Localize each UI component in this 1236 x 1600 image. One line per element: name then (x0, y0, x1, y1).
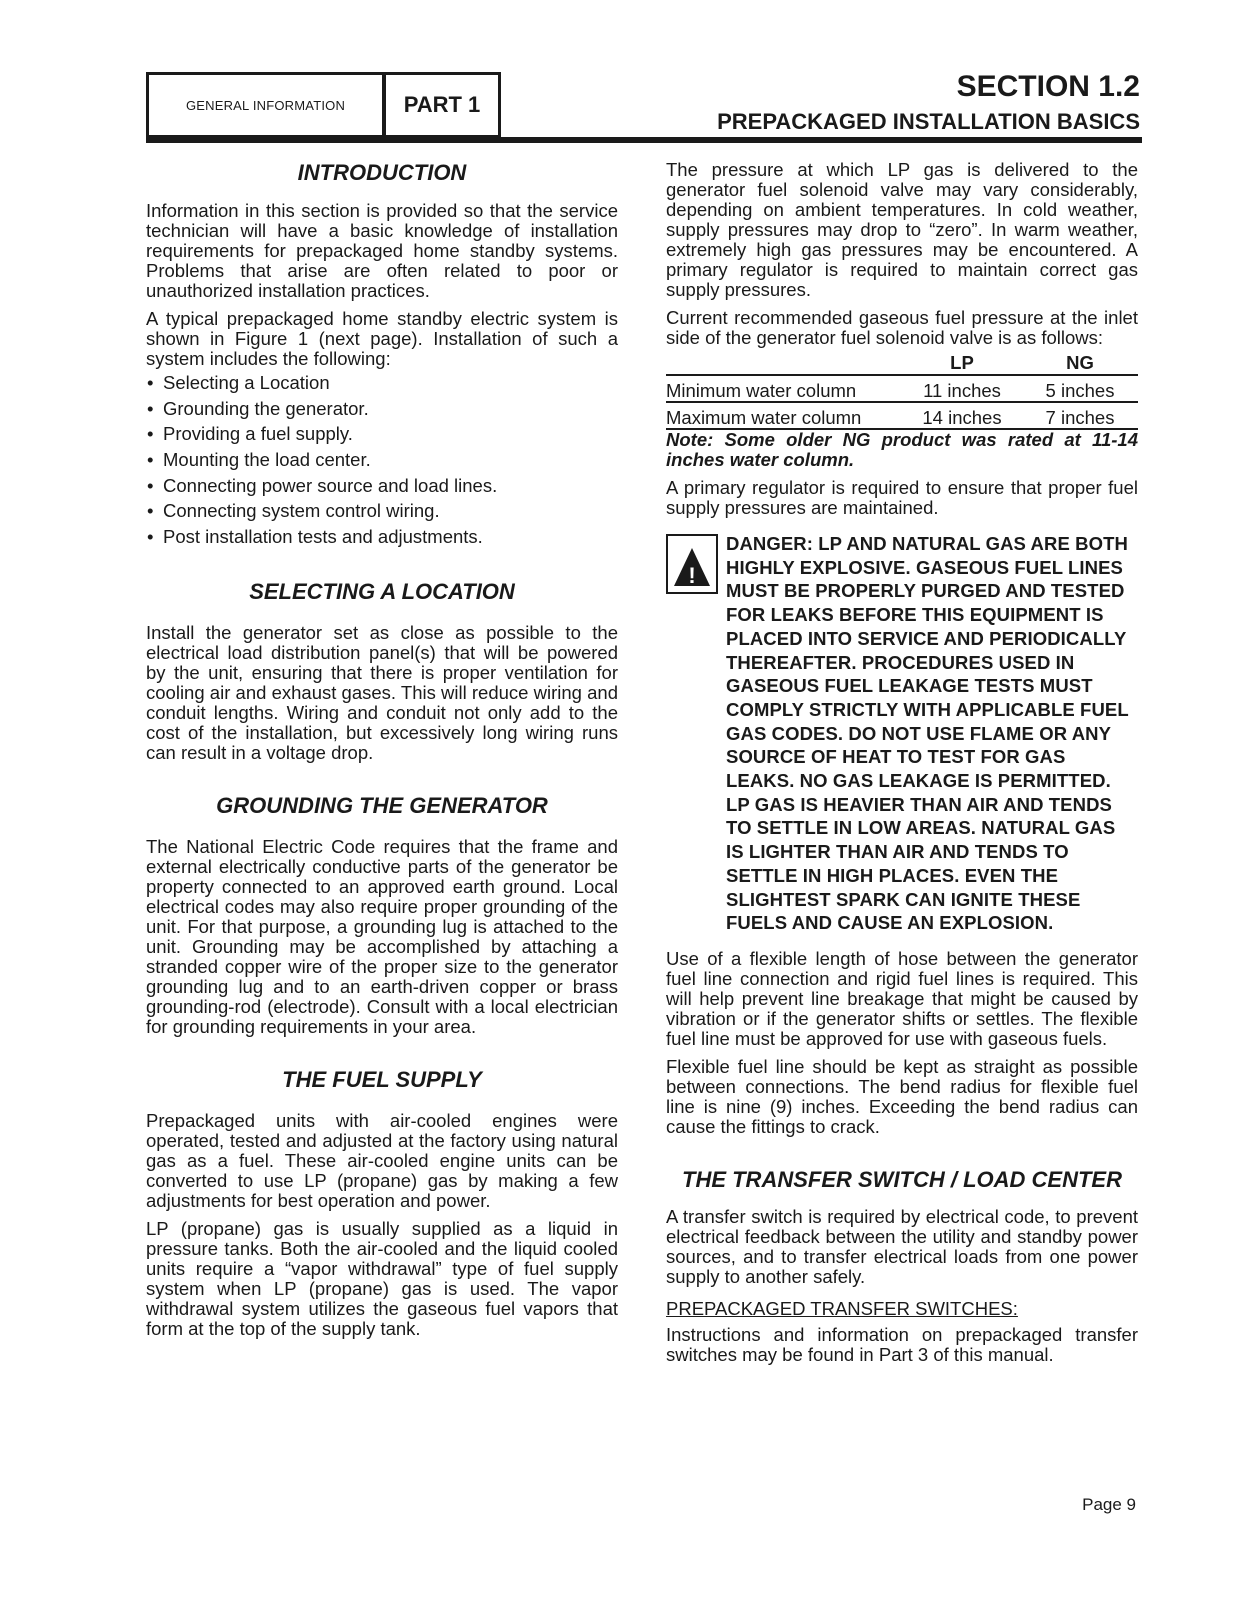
section-title: PREPACKAGED INSTALLATION BASICS (717, 109, 1140, 134)
list-item: • Selecting a Location (147, 372, 330, 393)
flexible-hose-paragraph: Use of a flexible length of hose between the generator fuel line connection and rigid fuel lines is required. This will help prevent line breakage that might be caused by vibration or if the generator shifts or settles. The flexible fuel line must be approved for use with gaseous fuels. (666, 947, 1138, 1049)
part-label: PART 1 (403, 92, 481, 117)
list-item: • Connecting system control wiring. (147, 500, 440, 522)
bullet-icon: • (147, 449, 154, 471)
table-header-cell: LP (902, 352, 1022, 375)
danger-text: DANGER: LP AND NATURAL GAS ARE BOTH HIGHLY EXPLOSIVE. GASEOUS FUEL LINES MUST BE PROPERLY PURGED AND TESTED FOR LEAKS BEFORE THIS EQUIPMENT IS PLACED INTO SERVICE AND PERIODICALLY THEREAFTER. PROCEDURES USED IN GASEOUS FUEL LEAKAGE TESTS MUST COMPLY STRICTLY WITH APPLICABLE FUEL GAS CODES. DO NOT USE FLAME OR ANY SOURCE OF HEAT TO TEST FOR GAS LEAKS. NO GAS LEAKAGE IS PERMITTED. LP GAS IS HEAVIER THAN AIR AND TENDS TO SETTLE IN LOW AREAS. NATURAL GAS IS LIGHTER THAN AIR AND TENDS TO SETTLE IN HIGH PLACES. EVEN THE SLIGHTEST SPARK CAN IGNITE THESE FUELS AND CAUSE AN EXPLOSION. (726, 533, 1129, 934)
grounding-heading: GROUNDING THE GENERATOR (216, 793, 548, 819)
introduction-paragraph-1: Information in this section is provided so that the service technician will have a basic knowledge of installation requirements for prepackaged home standby systems. Problems that arise are often related to poor or unauthorized installation practices. (146, 200, 618, 301)
warning-triangle-icon (666, 534, 718, 594)
left-column (146, 160, 618, 1347)
list-item: • Connecting power source and load lines. (147, 474, 498, 496)
bend-radius-paragraph: Flexible fuel line should be kept as straight as possible between connections. The bend radius for flexible fuel line is nine (9) inches. Exceeding the bend radius can cause the fittings to crack. (666, 1055, 1138, 1137)
fuel-supply-paragraph-1: Prepackaged units with air-cooled engines were operated, tested and adjusted at the factory using natural gas as a fuel. These air-cooled engine units can be converted to use LP (propane) gas by making a few adjustments for best operation and power. (146, 1110, 618, 1212)
header-general-information (146, 72, 384, 138)
table-cell: 5 inches (1022, 375, 1138, 402)
table-cell: 7 inches (1022, 402, 1138, 429)
note-text: Note: Some older NG product was rated at 11-14 inches water column. (666, 429, 1138, 470)
page-number: Page 9 (1082, 1495, 1136, 1514)
bullet-icon: • (147, 474, 154, 496)
bullet-icon: • (147, 526, 154, 548)
grounding-paragraph: The National Electric Code requires that the frame and external electrically conductive parts of the generator be property connected to an approved earth ground. Local electrical codes may also require proper grounding of the unit. For that purpose, a grounding lug is attached to the unit. Grounding may be accomplished by attaching a stranded copper wire of the proper size to the generator grounding lug and to an earth-driven copper or brass grounding-rod (electrode). Consult with a local electrician for grounding requirements in your area. (146, 836, 618, 1038)
bullet-icon: • (147, 423, 154, 445)
lp-pressure-paragraph: The pressure at which LP gas is delivered to the generator fuel solenoid valve may vary considerably, depending on ambient temperatures. In cold weather, supply pressures may drop to “zero”. In warm weather, extremely high gas pressures may be encountered. A primary regulator is required to maintain correct gas supply pressures. (666, 159, 1138, 300)
transfer-switch-paragraph: A transfer switch is required by electrical code, to prevent electrical feedback between the utility and standby power sources, and to transfer electrical loads from one power supply to another safely. (666, 1205, 1138, 1287)
gas-pressure-table (666, 352, 1138, 430)
selecting-location-paragraph: Install the generator set as close as possible to the electrical load distribution panel(s) that will be powered by the unit, ensuring that there is proper ventilation for cooling air and exhaust gases. This will reduce wiring and conduit lengths. Wiring and conduit not only add to the cost of the installation, but excessively long wiring runs can result in a voltage drop. (146, 622, 618, 764)
table-row (666, 402, 1138, 429)
table-header-cell (666, 352, 902, 375)
exclamation-icon: ! (688, 563, 696, 588)
right-column (666, 160, 1138, 1373)
introduction-paragraph-2: A typical prepackaged home standby electric system is shown in Figure 1 (next page). Installation of such a system includes the following: (146, 308, 618, 369)
list-item: • Grounding the generator. (147, 397, 369, 419)
transfer-switch-heading: THE TRANSFER SWITCH / LOAD CENTER (682, 1166, 1122, 1192)
table-cell: Minimum water column (666, 375, 902, 402)
bullet-icon: • (147, 500, 154, 522)
general-information-label: GENERAL INFORMATION (185, 97, 346, 113)
header-part (383, 72, 501, 138)
primary-regulator-paragraph: A primary regulator is required to ensure that proper fuel supply pressures are maintained. (666, 477, 1138, 518)
installation-steps-list (146, 373, 618, 547)
prepackaged-switches-subheading: PREPACKAGED TRANSFER SWITCHES: (666, 1297, 1018, 1319)
bullet-icon: • (147, 397, 154, 419)
table-cell: Maximum water column (666, 402, 902, 429)
danger-warning (666, 532, 1138, 935)
section-number: SECTION 1.2 (956, 70, 1140, 103)
table-cell: 11 inches (902, 375, 1022, 402)
list-item: • Mounting the load center. (147, 449, 371, 471)
prepackaged-switches-paragraph: Instructions and information on prepackaged transfer switches may be found in Part 3 of this manual. (666, 1323, 1138, 1365)
recommended-pressure-paragraph: Current recommended gaseous fuel pressure at the inlet side of the generator fuel solenoid valve is as follows: (666, 307, 1138, 348)
table-header-row (666, 352, 1138, 375)
table-cell: 14 inches (902, 402, 1022, 429)
bullet-icon: • (147, 372, 154, 393)
header-rule (146, 137, 1142, 143)
list-item: • Post installation tests and adjustments. (147, 526, 483, 548)
selecting-location-heading: SELECTING A LOCATION (249, 579, 515, 605)
list-item: • Providing a fuel supply. (147, 423, 353, 445)
fuel-supply-heading: THE FUEL SUPPLY (282, 1067, 482, 1093)
table-header-cell: NG (1022, 352, 1138, 375)
introduction-heading: INTRODUCTION (297, 160, 467, 185)
table-row (666, 375, 1138, 402)
fuel-supply-paragraph-2: LP (propane) gas is usually supplied as a liquid in pressure tanks. Both the air-cooled and the liquid cooled units require a “vapor withdrawal” type of fuel supply system when LP (propane) gas is used. The vapor withdrawal system utilizes the gaseous fuel vapors that form at the top of the supply tank. (146, 1218, 618, 1340)
